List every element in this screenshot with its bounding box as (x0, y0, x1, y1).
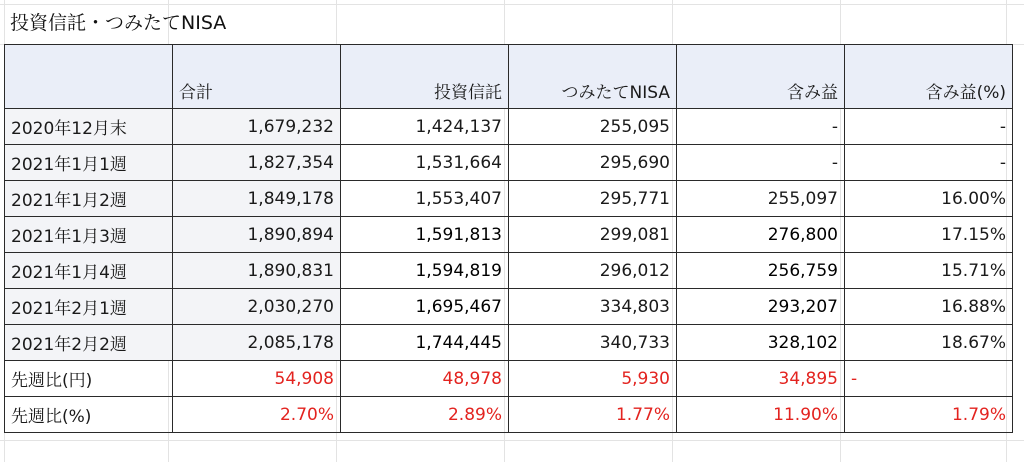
gain-cell[interactable]: - (677, 145, 845, 181)
total-diff-cell[interactable]: 54,908 (173, 361, 341, 397)
table-row (5, 289, 1013, 325)
nisa-cell[interactable]: 340,733 (509, 325, 677, 361)
row-label-cell[interactable]: 2021年1月3週 (5, 217, 173, 253)
header-row (5, 45, 1013, 109)
row-label-cell[interactable]: 2021年2月2週 (5, 325, 173, 361)
total-cell[interactable]: 1,849,178 (173, 181, 341, 217)
gain-pct-cell[interactable]: 16.00% (845, 181, 1013, 217)
gain-pct-cell[interactable]: 16.88% (845, 289, 1013, 325)
gain-pct-cell[interactable]: 18.67% (845, 325, 1013, 361)
row-label-cell[interactable]: 2020年12月末 (5, 109, 173, 145)
nisa-cell[interactable]: 255,095 (509, 109, 677, 145)
nisa-cell[interactable]: 334,803 (509, 289, 677, 325)
row-label-cell[interactable]: 2021年2月1週 (5, 289, 173, 325)
header-cell-gain[interactable]: 含み益 (677, 45, 845, 109)
header-cell-fund[interactable]: 投資信託 (341, 45, 509, 109)
table-row (5, 253, 1013, 289)
row-label-cell[interactable]: 先週比(%) (5, 397, 173, 433)
weekly-diff-pct-row (5, 397, 1013, 433)
gridline (0, 440, 1024, 441)
fund-cell[interactable]: 1,591,813 (341, 217, 509, 253)
table-row (5, 217, 1013, 253)
gain-pct-cell[interactable]: 15.71% (845, 253, 1013, 289)
gain-cell[interactable]: - (677, 109, 845, 145)
fund-cell[interactable]: 1,553,407 (341, 181, 509, 217)
gain-pct-diff-pct-cell[interactable]: 1.79% (845, 397, 1013, 433)
row-label-cell[interactable]: 先週比(円) (5, 361, 173, 397)
sheet-title[interactable]: 投資信託・つみたてNISA (10, 12, 227, 34)
total-diff-pct-cell[interactable]: 2.70% (173, 397, 341, 433)
fund-diff-cell[interactable]: 48,978 (341, 361, 509, 397)
gain-pct-cell[interactable]: - (845, 145, 1013, 181)
weekly-diff-yen-row (5, 361, 1013, 397)
gain-pct-diff-cell[interactable]: - (845, 361, 1013, 397)
fund-cell[interactable]: 1,695,467 (341, 289, 509, 325)
table-row (5, 145, 1013, 181)
fund-cell[interactable]: 1,594,819 (341, 253, 509, 289)
fund-diff-pct-cell[interactable]: 2.89% (341, 397, 509, 433)
nisa-diff-pct-cell[interactable]: 1.77% (509, 397, 677, 433)
row-label-cell[interactable]: 2021年1月2週 (5, 181, 173, 217)
gain-pct-cell[interactable]: - (845, 109, 1013, 145)
fund-cell[interactable]: 1,531,664 (341, 145, 509, 181)
gain-diff-pct-cell[interactable]: 11.90% (677, 397, 845, 433)
gain-cell[interactable]: 276,800 (677, 217, 845, 253)
row-label-cell[interactable]: 2021年1月4週 (5, 253, 173, 289)
total-cell[interactable]: 1,679,232 (173, 109, 341, 145)
table-row (5, 325, 1013, 361)
total-cell[interactable]: 1,827,354 (173, 145, 341, 181)
fund-cell[interactable]: 1,424,137 (341, 109, 509, 145)
nisa-cell[interactable]: 299,081 (509, 217, 677, 253)
gain-cell[interactable]: 328,102 (677, 325, 845, 361)
nisa-cell[interactable]: 296,012 (509, 253, 677, 289)
gain-cell[interactable]: 255,097 (677, 181, 845, 217)
table-row (5, 181, 1013, 217)
total-cell[interactable]: 2,030,270 (173, 289, 341, 325)
gridline (0, 4, 1024, 5)
gain-cell[interactable]: 256,759 (677, 253, 845, 289)
gain-cell[interactable]: 293,207 (677, 289, 845, 325)
header-cell-empty[interactable] (5, 45, 173, 109)
nisa-cell[interactable]: 295,690 (509, 145, 677, 181)
header-cell-nisa[interactable]: つみたてNISA (509, 45, 677, 109)
row-label-cell[interactable]: 2021年1月1週 (5, 145, 173, 181)
total-cell[interactable]: 2,085,178 (173, 325, 341, 361)
nisa-diff-cell[interactable]: 5,930 (509, 361, 677, 397)
gain-pct-cell[interactable]: 17.15% (845, 217, 1013, 253)
table-row (5, 109, 1013, 145)
fund-cell[interactable]: 1,744,445 (341, 325, 509, 361)
gain-diff-cell[interactable]: 34,895 (677, 361, 845, 397)
nisa-cell[interactable]: 295,771 (509, 181, 677, 217)
total-cell[interactable]: 1,890,831 (173, 253, 341, 289)
total-cell[interactable]: 1,890,894 (173, 217, 341, 253)
header-cell-total[interactable]: 合計 (173, 45, 341, 109)
header-cell-gain-pct[interactable]: 含み益(%) (845, 45, 1013, 109)
portfolio-table (4, 44, 1013, 433)
